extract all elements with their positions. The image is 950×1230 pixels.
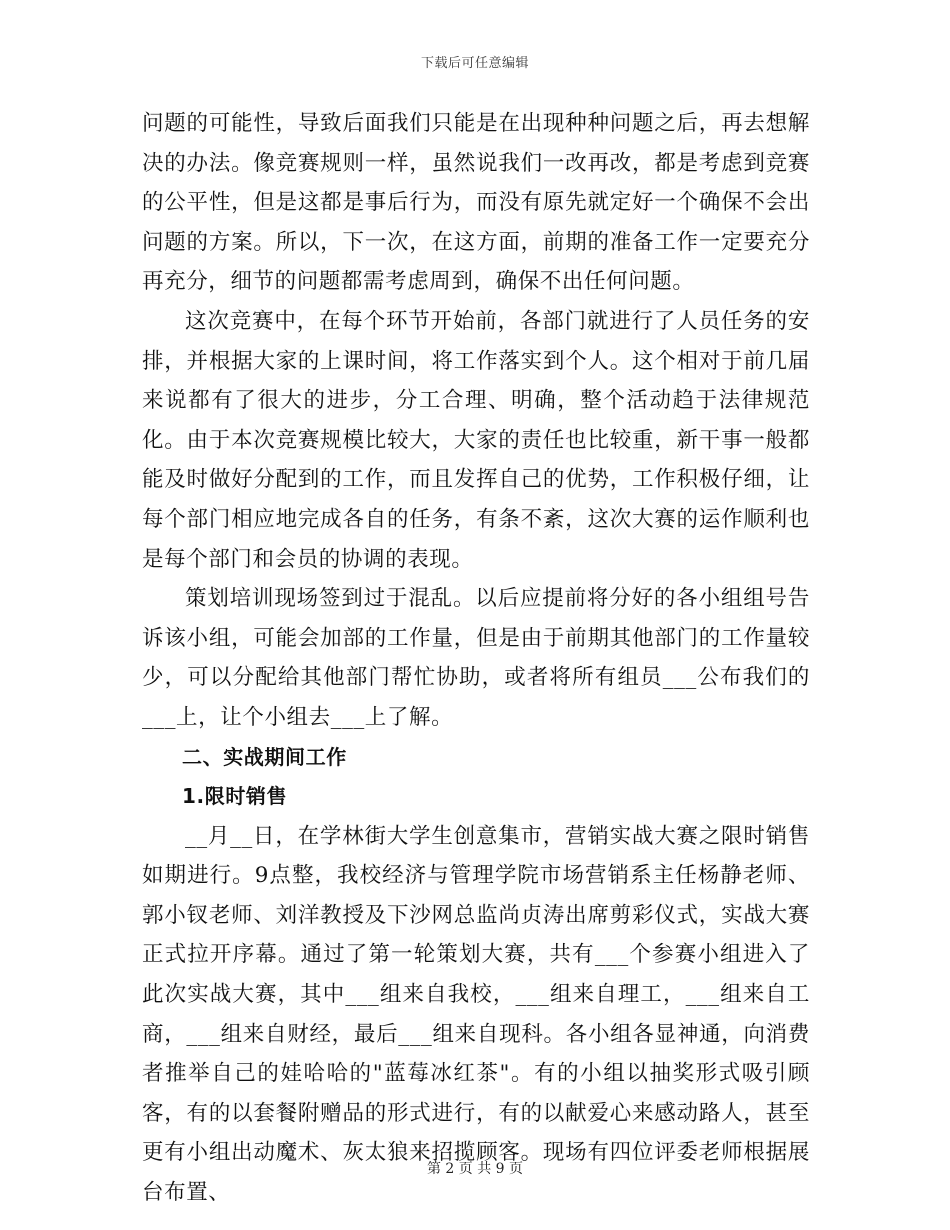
paragraph-3: 策划培训现场签到过于混乱。以后应提前将分好的各小组组号告诉该小组，可能会加部的工作量，但是由于前期其他部门的工作量较少，可以分配给其他部门帮忙协助，或者将所有组员___公布我们的___上，让个小组去___上了解。 bbox=[142, 586, 810, 730]
page-footer: 第 2 页 共 9 页 bbox=[426, 1161, 524, 1177]
paragraph-2: 这次竞赛中，在每个环节开始前，各部门就进行了人员任务的安排，并根据大家的上课时间，将工作落实到个人。这个相对于前几届来说都有了很大的进步，分工合理、明确，整个活动趋于法律规范化。由于本次竞赛规模比较大，大家的责任也比较重，新干事一般都能及时做好分配到的工作，而且发挥自己的优势，工作积极仔细，让每个部门相应地完成各自的任务，有条不紊，这次大赛的运作顺利也是每个部门和会员的协调的表现。 bbox=[142, 308, 810, 572]
paragraph-1: 问题的可能性，导致后面我们只能是在出现种种问题之后，再去想解决的办法。像竞赛规则一样，虽然说我们一改再改，都是考虑到竞赛的公平性，但是这都是事后行为，而没有原先就定好一个确保不会出问题的方案。所以，下一次，在这方面，前期的准备工作一定要充分再充分，细节的问题都需考虑周到，确保不出任何问题。 bbox=[142, 111, 810, 295]
document-body bbox=[142, 104, 810, 1213]
subsection-heading: 1.限时销售 bbox=[182, 784, 288, 809]
section-heading: 二、实战期间工作 bbox=[182, 744, 347, 769]
page-header: 下载后可任意编辑 bbox=[420, 56, 529, 71]
paragraph-4: __月__日，在学林街大学生创意集市，营销实战大赛之限时销售如期进行。9点整，我校经济与管理学院市场营销系主任杨静老师、郭小钗老师、刘洋教授及下沙网总监尚贞涛出席剪彩仪式，实战大赛正式拉开序幕。通过了第一轮策划大赛，共有___个参赛小组进入了此次实战大赛，其中___组来自我校，___组来自理工，___组来自工商，___组来自财经，最后___组来自现科。各小组各显神通，向消费者推举自己的娃哈哈的"蓝莓冰红茶"。有的小组以抽奖形式吸引顾客，有的以套餐附赠品的形式进行，有的以献爱心来感动路人，甚至更有小组出动魔术、灰太狼来招揽顾客。现场有四位评委老师根据展台布置、 bbox=[142, 823, 810, 1206]
